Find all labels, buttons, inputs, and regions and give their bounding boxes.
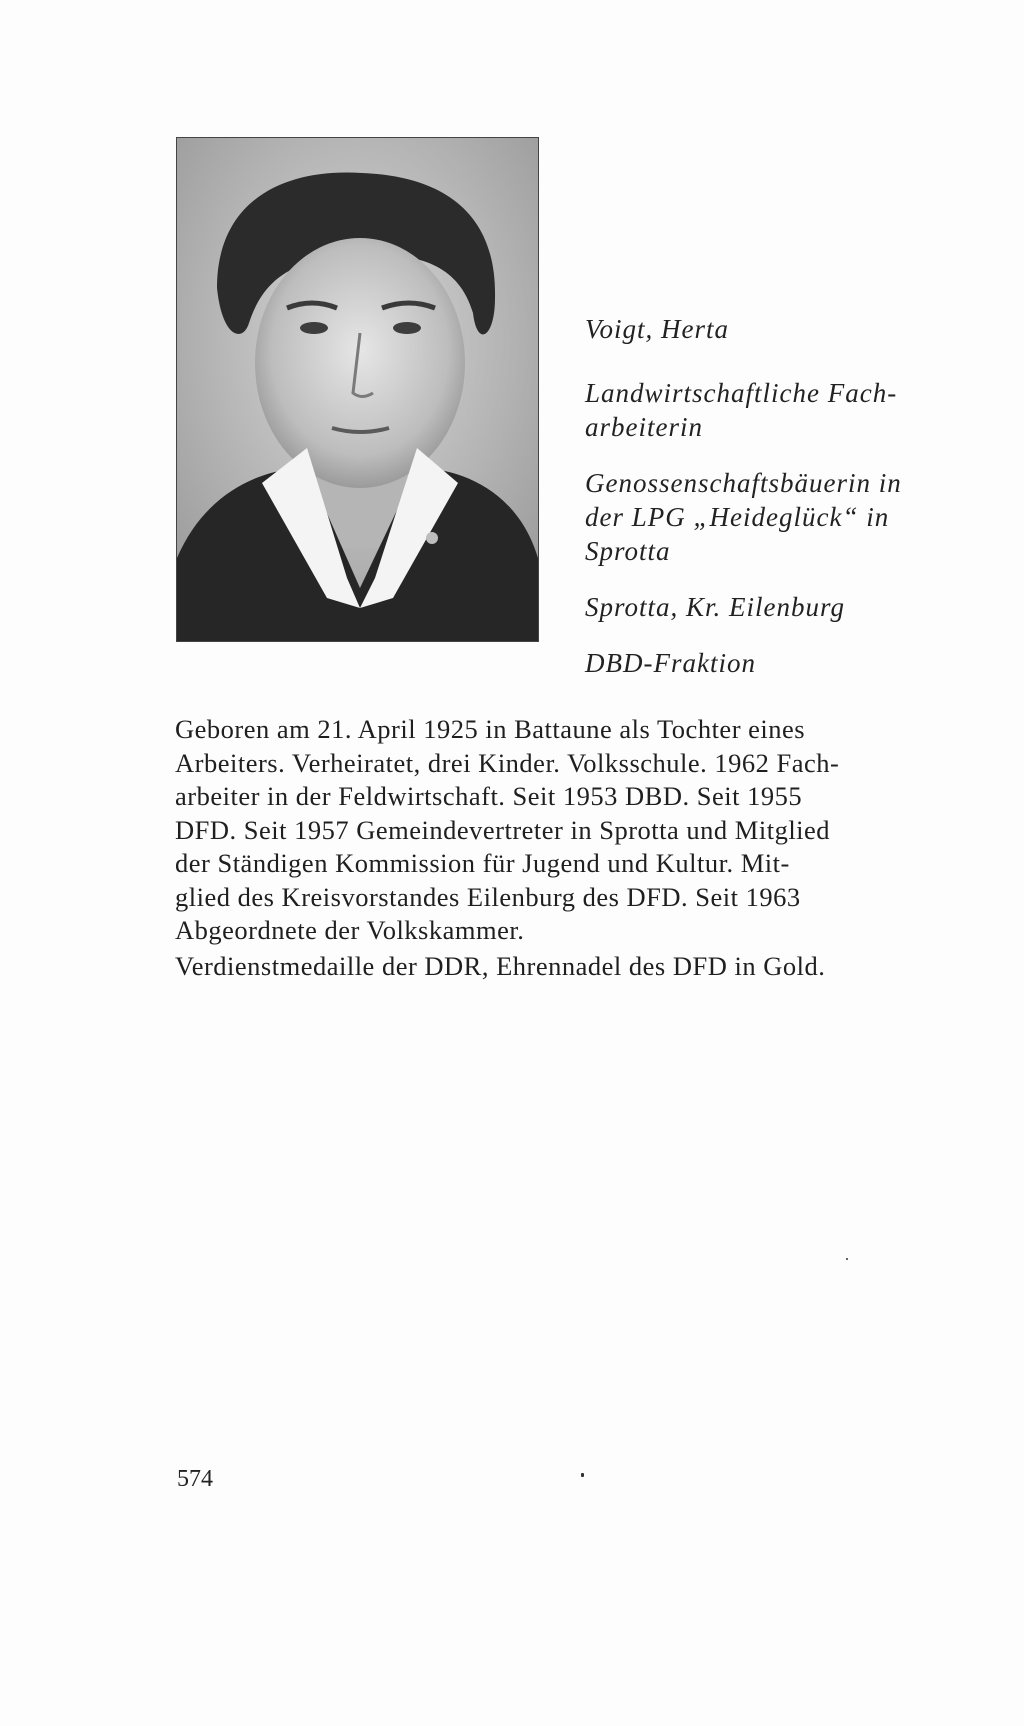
person-caption (585, 312, 985, 702)
position-line-2: der LPG „Heideglück“ in (585, 502, 890, 532)
biography-line: Abgeordnete der Volkskammer. (175, 915, 525, 945)
biography-line: DFD. Seit 1957 Gemeindevertreter in Sprotta und Mitglied (175, 814, 831, 845)
print-speck (581, 1473, 584, 1477)
position-line-3: Sprotta (585, 536, 671, 566)
portrait-photo-icon (177, 138, 538, 641)
biography-line: Geboren am 21. April 1925 in Battaune als Tochter eines (175, 714, 806, 744)
awards: Verdienstmedaille der DDR, Ehrennadel des DFD in Gold. (175, 951, 826, 981)
biography (175, 713, 945, 948)
person-name: Voigt, Herta (585, 314, 729, 344)
faction: DBD-Fraktion (585, 648, 756, 678)
print-speck (846, 1258, 848, 1260)
profession (585, 376, 985, 444)
page-number: 574 (177, 1466, 213, 1492)
biography-line: der Ständigen Kommission für Jugend und Kultur. Mit- (175, 848, 790, 878)
portrait-photo (176, 137, 539, 642)
residence: Sprotta, Kr. Eilenburg (585, 592, 846, 622)
profession-line-1: Landwirtschaftliche Fach- (585, 378, 898, 408)
position (585, 466, 985, 568)
biography-line: arbeiter in der Feldwirtschaft. Seit 1953 DBD. Seit 1955 (175, 781, 803, 811)
position-line-1: Genossenschaftsbäuerin in (585, 468, 902, 498)
biography-line: glied des Kreisvorstandes Eilenburg des DFD. Seit 1963 (175, 881, 801, 912)
biography-line: Arbeiters. Verheiratet, drei Kinder. Volksschule. 1962 Fach- (175, 747, 840, 778)
profession-line-2: arbeiterin (585, 412, 703, 442)
